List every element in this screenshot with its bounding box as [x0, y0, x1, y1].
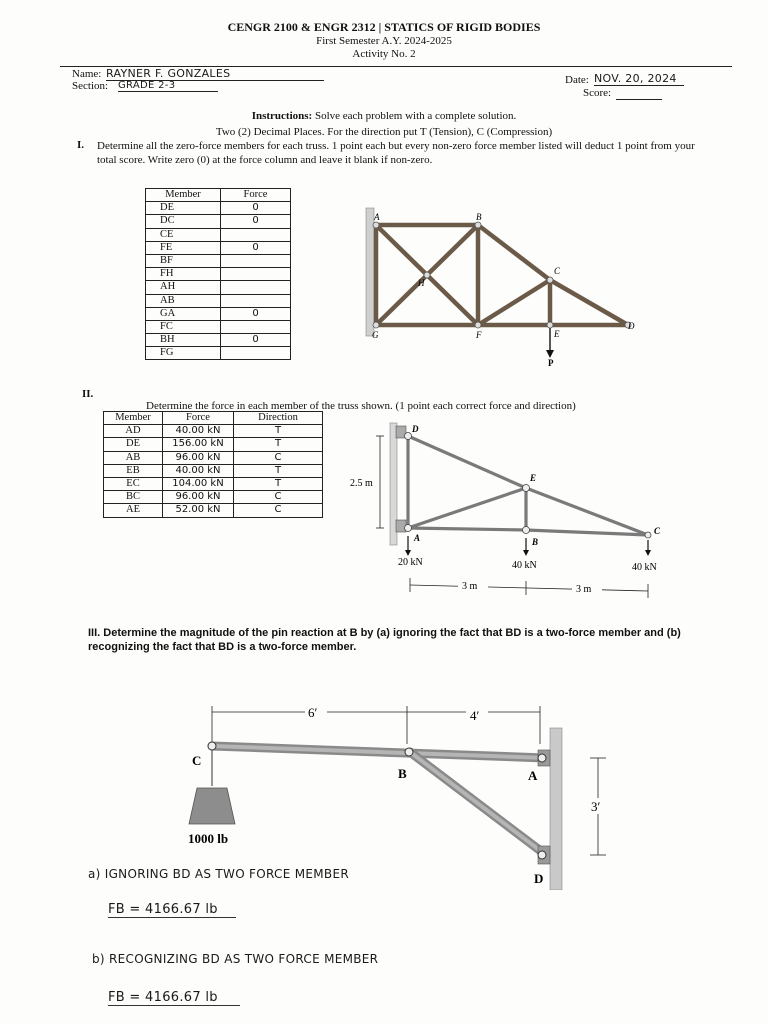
- table-row: [146, 254, 291, 267]
- beam-figure: [180, 700, 620, 890]
- table-row: [104, 438, 323, 451]
- weight-label: 1000 lb: [188, 831, 229, 846]
- part1-table: [145, 188, 291, 360]
- table-row: [146, 215, 291, 228]
- force-cell: 0: [221, 215, 291, 228]
- label-c: C: [554, 266, 561, 276]
- direction-cell: C: [234, 504, 323, 517]
- weight-block: [189, 788, 235, 824]
- truss-2-figure: [340, 418, 670, 603]
- instructions-line1: [0, 110, 768, 122]
- table-row: [104, 451, 323, 464]
- label-p: P: [548, 358, 554, 368]
- label-d: D: [412, 424, 419, 434]
- force-cell: 0: [221, 241, 291, 254]
- force-cell: 0: [221, 307, 291, 320]
- date-value: NOV. 20, 2024: [594, 72, 684, 86]
- label-a: A: [374, 212, 380, 222]
- table-row: [104, 464, 323, 477]
- member-cell: DE: [104, 438, 163, 451]
- date-label: Date:: [565, 74, 589, 86]
- col-force: Force: [221, 189, 291, 202]
- table-row: [146, 268, 291, 281]
- score-value: [616, 87, 662, 100]
- table-row: [146, 241, 291, 254]
- part3-text: III. Determine the magnitude of the pin reaction at B by (a) ignoring the fact that BD is a two-force member and (b) recognizing the fact that BD is a two-force member.: [88, 627, 681, 653]
- table-row: [146, 334, 291, 347]
- direction-cell: C: [234, 491, 323, 504]
- member-cell: BH: [146, 334, 221, 347]
- table-row: [104, 504, 323, 517]
- name-value: RAYNER F. GONZALES: [106, 67, 324, 81]
- col-force: Force: [163, 412, 234, 425]
- section-label: Section:: [72, 80, 109, 92]
- member-hb: [427, 225, 478, 275]
- force-cell: 96.00 kN: [163, 451, 234, 464]
- member-cell: FE: [146, 241, 221, 254]
- label-c: C: [192, 753, 202, 768]
- table-row: [146, 307, 291, 320]
- answer-a-value: FB = 4166.67 lb: [108, 902, 236, 918]
- label-e: E: [530, 473, 537, 483]
- table-row: [146, 281, 291, 294]
- member-cell: BC: [104, 491, 163, 504]
- height-dim: 2.5 m: [350, 478, 373, 489]
- col-direction: Direction: [234, 412, 323, 425]
- table-row: [146, 294, 291, 307]
- force-cell: 156.00 kN: [163, 438, 234, 451]
- instructions-text: Solve each problem with a complete solution.: [312, 110, 517, 122]
- member-cell: AD: [104, 425, 163, 438]
- label-a: A: [414, 533, 421, 543]
- span-1: 3 m: [462, 581, 478, 592]
- table-row: [104, 491, 323, 504]
- label-h: H: [418, 278, 425, 288]
- member-cell: FC: [146, 320, 221, 333]
- force-cell: [221, 320, 291, 333]
- direction-cell: C: [234, 451, 323, 464]
- label-c: C: [654, 526, 661, 536]
- table-row: [104, 477, 323, 490]
- course-title: CENGR 2100 & ENGR 2312 | STATICS OF RIGID BODIES: [227, 20, 541, 34]
- force-cell: 96.00 kN: [163, 491, 234, 504]
- dim-cb: 6′: [308, 705, 318, 720]
- instructions-heading: Instructions:: [251, 110, 313, 122]
- label-f: F: [476, 330, 482, 340]
- label-b: B: [532, 537, 539, 547]
- member-cell: GA: [146, 307, 221, 320]
- member-cell: DE: [146, 202, 221, 215]
- label-b: B: [398, 766, 407, 781]
- table-row: [146, 228, 291, 241]
- answer-b-label: b) RECOGNIZING BD AS TWO FORCE MEMBER: [92, 952, 379, 966]
- force-cell: 40.00 kN: [163, 425, 234, 438]
- part1-numeral: I.: [77, 139, 85, 151]
- member-cell: DC: [146, 215, 221, 228]
- member-cell: FH: [146, 268, 221, 281]
- member-cd: [550, 280, 628, 325]
- force-cell: [221, 268, 291, 281]
- instructions-line2: Two (2) Decimal Places. For the direction put T (Tension), C (Compression): [215, 126, 553, 138]
- direction-cell: T: [234, 464, 323, 477]
- member-cell: BF: [146, 254, 221, 267]
- table-row: [146, 202, 291, 215]
- force-cell: [221, 254, 291, 267]
- table-row: [146, 320, 291, 333]
- force-cell: [221, 228, 291, 241]
- label-d: D: [534, 871, 544, 886]
- load-b: 40 kN: [512, 560, 537, 571]
- table-row: [146, 347, 291, 360]
- member-cell: EB: [104, 464, 163, 477]
- col-member: Member: [146, 189, 221, 202]
- truss-1-figure: [360, 200, 650, 370]
- part2-numeral: II.: [82, 388, 94, 400]
- label-a: A: [528, 768, 538, 783]
- member-cell: EC: [104, 477, 163, 490]
- label-g: G: [372, 330, 379, 340]
- direction-cell: T: [234, 425, 323, 438]
- dim-ba: 4′: [470, 708, 480, 723]
- table-row: [104, 425, 323, 438]
- member-cell: AB: [104, 451, 163, 464]
- member-bc: [478, 225, 550, 280]
- part1-text: Determine all the zero-force members for each truss. 1 point each but every non-zero force member listed will deduct 1 point from your total score. Write zero (0) at the force column and leave it blank if non-zero.: [97, 140, 695, 166]
- semester-line: First Semester A.Y. 2024-2025: [316, 35, 452, 47]
- force-cell: [221, 347, 291, 360]
- member-cell: AE: [104, 504, 163, 517]
- force-cell: 52.00 kN: [163, 504, 234, 517]
- part2-table: [103, 411, 323, 518]
- load-c: 40 kN: [632, 562, 657, 573]
- dim-ad: 3′: [591, 799, 601, 814]
- label-e: E: [554, 329, 560, 339]
- part2-text: Determine the force in each member of the truss shown. (1 point each correct force and direction): [146, 400, 576, 412]
- label-d: D: [628, 321, 635, 331]
- member-fc: [478, 280, 550, 325]
- wall: [550, 728, 562, 890]
- member-cell: AH: [146, 281, 221, 294]
- force-cell: [221, 281, 291, 294]
- member-cell: AB: [146, 294, 221, 307]
- force-cell: 0: [221, 334, 291, 347]
- direction-cell: T: [234, 477, 323, 490]
- activity-line: Activity No. 2: [352, 48, 416, 60]
- span-2: 3 m: [576, 584, 592, 595]
- force-cell: 40.00 kN: [163, 464, 234, 477]
- wall-support: [366, 208, 374, 336]
- member-cell: CE: [146, 228, 221, 241]
- score-label: Score:: [583, 87, 612, 99]
- section-value: GRADE 2-3: [118, 80, 218, 92]
- force-cell: [221, 294, 291, 307]
- load-a: 20 kN: [398, 557, 423, 568]
- name-label: Name:: [72, 68, 102, 80]
- col-member: Member: [104, 412, 163, 425]
- answer-a-label: a) IGNORING BD AS TWO FORCE MEMBER: [88, 867, 349, 881]
- force-cell: 0: [221, 202, 291, 215]
- label-b: B: [476, 212, 482, 222]
- direction-cell: T: [234, 438, 323, 451]
- member-cell: FG: [146, 347, 221, 360]
- force-cell: 104.00 kN: [163, 477, 234, 490]
- answer-b-value: FB = 4166.67 lb: [108, 990, 240, 1006]
